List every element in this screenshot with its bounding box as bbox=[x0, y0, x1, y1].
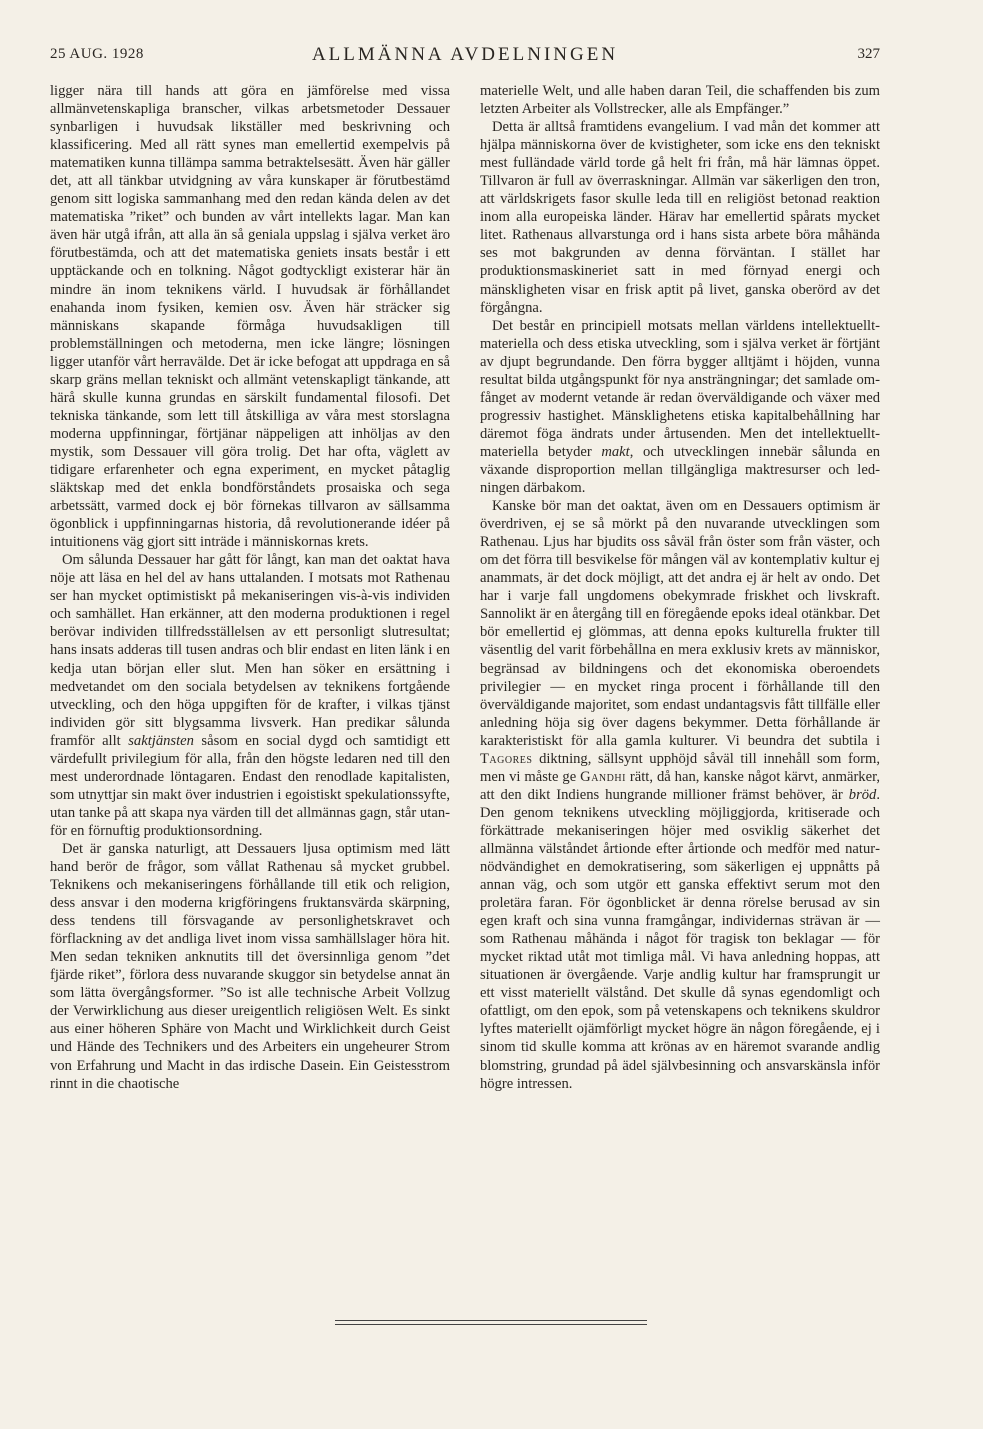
closing-rule bbox=[335, 1324, 647, 1325]
paragraph bbox=[480, 497, 880, 1093]
name-gandhi: Gandhi bbox=[580, 768, 626, 785]
right-column bbox=[480, 82, 880, 1093]
text-run: såsom en social dygd och samtidigt ett värdefullt privilegium för alla, från den högste ledaren ned till den mest underordnade löntagaren. Endast den renodlade kapitalisten, som utnyttjar sin makt över industrien i egoistiskt spekulationssyfte, utan tanke på att skapa nya värden till det allmännas gagn, står utanför en förnuftig produktionsordning. bbox=[50, 732, 450, 839]
text-run: Kanske bör man det oaktat, även om en Dessauers optimism är överdriven, ej se så mörkt på den nuvarande utvecklingen som Rathenau. Ljus har bjudits oss såväl från öster som från väster, och om det förra till besvikelse för mången väl av kontemplativ kultur ej anammats, är det dock möjligt, att det andra ej är helt av ondo. Det har i varje fall ungdomens obekymrade friskhet och livskraft. Sannolikt är en återgång till en föregående epoks ideal otänkbar. Det bör emellertid ej glömmas, att denna epoks kulturella frukter till väsentlig del varit förbehållna en mera exklusiv krets av människor, begränsad av bildningens och det ekonomiska oberoendets privilegier — en mycket ringa procent i förhållande till den överväldigande majoritet, som endast undantagsvis fått tillfälle eller anledning höja sig över dagens bekymmer. Detta förhållande är karakteristiskt för alla gamla kulturer. Vi beundra det subtila i bbox=[480, 498, 880, 749]
paragraph: Detta är alltså framtidens evangelium. I vad mån det kommer att hjälpa människorna över de kvistigheter, som icke ens den tekniskt mest fulländade värld torde gå helt fri från, må här lämnas öppet. Tillvaron är full av överraskningar. Allmän var säkerligen den tron, att världskrigets fasor skulle leda till en religiöst betonad reaktion inom alla europeiska länder. Härav har emellertid spårats mycket litet. Rathenaus allvarstunga ord i hans sista arbete böra måhända ses mot bakgrunden av denna förväntan. I stället har produktionsmaskineriet satt in med förnyad energi och mänskligheten visar en frisk aptit på livet, ganska oberörd av det förgångna. bbox=[480, 119, 880, 316]
page-header bbox=[50, 40, 880, 70]
paragraph: Det är ganska naturligt, att Dessauers ljusa optimism med lätt hand berör de frågor, som vållat Rathenau så mycket grubbel. Teknikens och mekaniseringens förhållande till etik och religion, dess ansvar i den moderna krigföringens fruktansvärda skärpning, dess tendens till försvagande av personlighetskravet och förflackning av det andliga livet inom vissa samhällslager höra hit. Men sedan tekniken anknutits till det översinnliga genom ”det fjärde riket”, förlora dess nuvarande skuggor sin betydelse annat än som lätta övergångsformer. ”So ist alle technische Arbeit Vollzug der Verwirklichung aus dieser ureigentlich religiösen Welt. Es sinkt aus einer höheren Sphäre von Macht und Wirklichkeit durch Geist und Hände des Technikers und des Arbeiters ein ungeheurer Strom von Erfahrung und Macht in das irdische Dasein. Ein Geistesstrom rinnt in die chaotische bbox=[50, 840, 450, 1092]
text-run: . Den genom teknikens utveckling möjliggjorda, kritiserade och förkättrade mekaniseringen höjer med osviklig säkerhet det allmänna välståndet årtionde efter årtionde och medför med naturnödvändighet en demokratisering, som säkerligen ej uppnåtts på annan väg, och som utgör ett ganska effektivt serum mot den proletära faran. För ögonblicket är denna rörelse berusad av sin egen kraft och sina vunna framgångar, individernas strävan är — som Rathenau måhända i något för tragisk ton beklagar — för mycket riktad utåt mot timliga mål. Vi hava anledning hoppas, att situationen är övergående. Varje andlig kultur har framsprungit ur ett visst materiellt välstånd. Det skulle då synas egendomligt och ofattligt, om den epok, som på vetenskapens och teknikens skuldror lyftes materiellt ojämförligt mycket högre än någon föregående, ej i sinom tid skulle komma att krönas av en häremot svarande andlig blomstring, grundad på ädel självbesinning och ansvarskänsla inför högre intressen. bbox=[480, 786, 880, 1092]
emphasized-word: saktjänsten bbox=[128, 732, 194, 749]
issue-date: 25 AUG. 1928 bbox=[50, 46, 144, 62]
name-tagore: Tagores bbox=[480, 750, 533, 767]
paragraph bbox=[480, 317, 880, 497]
emphasized-word: makt bbox=[601, 443, 630, 460]
section-title: ALLMÄNNA AVDELNINGEN bbox=[311, 44, 619, 65]
closing-rule bbox=[335, 1320, 647, 1321]
text-run: , och utvecklingen innebär sålunda en växande disproportion mellan tillgängliga maktresurser och ledningen därbakom. bbox=[480, 443, 881, 497]
text-run: Om sålunda Dessauer har gått för långt, kan man det oaktat hava nöje att läsa en hel del av hans uttalanden. I motsats mot Rathenau ser han mycket optimistiskt på mekaniseringen vis-à-vis individen och samhället. Han erkänner, att den moderna produktionen i regel berövar individen tillfredsställelsen av ett personligt slutresultat; hans insats adderas till tusen andras och blir endast en liten länk i en kedja utan början eller slut. Men han söker en ersättning i medvetandet om den sociala betydelsen av teknikens fortgående utveckling, och den höga uppgiften för de krafter, i vilkas tjänst individen gör sitt blygsamma livsverk. Han predikar sålunda framför allt bbox=[50, 552, 450, 749]
paragraph bbox=[50, 551, 450, 840]
emphasized-word: bröd bbox=[848, 786, 877, 803]
page-number: 327 bbox=[857, 46, 880, 62]
text-run: Det består en principiell motsats mellan världens intellektuellt-materiella och dess etiska utveckling, som i själva verket är förtjänt av djupt begrundande. Den förra bygger alltjämt i höjden, vunna resultat bilda utgångspunkt för nya ansträngningar; det samlade omfånget av modernt vetande är redan överväldigande och växer med progressiv hastighet. Mänsklighetens etiska kapitalbehållning har däremot föga ändrats under årtusenden. Men det intellektuellt-materiella betyder bbox=[480, 317, 880, 460]
text-run: diktning, sällsynt upphöjd såväl till innehåll som form, men vi måste ge bbox=[480, 750, 880, 785]
left-column bbox=[50, 82, 450, 1093]
paragraph: materielle Welt, und alle haben daran Teil, die schaffenden bis zum letzten Arbeiter als Vollstrecker, alle als Empfänger.” bbox=[480, 83, 880, 118]
paragraph: ligger nära till hands att göra en jämförelse med vissa allmänvetenskapliga branscher, vilkas arbetsmetoder Dessauer synbarligen i huvudsak likställer med beskrivning och klassificering. Med all rätt synes man emellertid exempelvis på matematiken kunna tillämpa samma betraktelsesätt. Även här gäller det, att all tänkbar utvidgning av våra kunskaper är förutbestämd genom sitt logiska sammanhang med den redan kända delen av det matematiska ”riket” och bunden av vårt intellekts lagar. Man kan även här utgå ifrån, att alla än så geniala uppslag i själva verket äro förutbestämda, och att det matematiska geniets insats består i ett upptäckande och en tolkning. Något godtyckligt existerar här än mindre än inom teknikens värld. I huvudsak är förhållandet enahanda inom fysiken, kemien osv. Även här sträcker sig människans skapande förmåga huvudsakligen till problemställningen och metoderna, men icke längre; lösningen ligger utanför vårt herravälde. Det är icke befogat att uppdraga en så skarp gräns mellan tekniskt och allmänt vetenskapligt tänkande, att härå skulle kunna grundas en särskilt fundamental filosofi. Det tekniska tänkande, som lett till åtskilliga av våra mest storslagna moderna uppfinningar, förtjänar näppeligen att inhöljas av den mystik, som Dessauer vill göra trolig. Det har ofta, väglett av tidigare erfarenheter och egna experiment, en mycket påtaglig släktskap med det enkla bondförståndets prosaiska och sega arbetssätt, varmed dock ej bör förnekas tillvaron av sällsamma ögonblick i uppfinningarnas historia, då revolutionerande idéer på intuitionens väg gjort sitt inträde i människornas krets. bbox=[50, 83, 450, 551]
text-run: rätt, då han, kanske något kärvt, anmärker, att den dikt Indiens hungrande millioner främst behöver, är bbox=[480, 768, 880, 803]
